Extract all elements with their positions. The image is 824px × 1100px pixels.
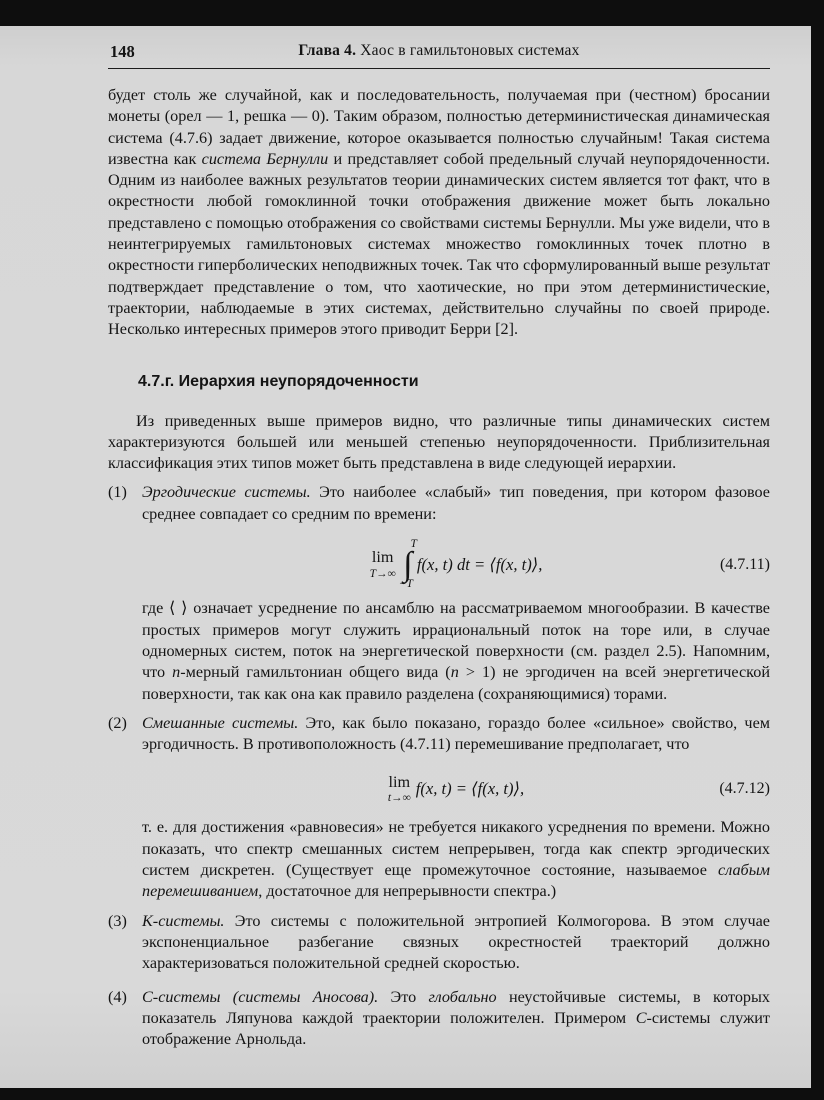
lim-subscript: T→∞ <box>369 567 396 580</box>
lim-symbol: lim <box>371 548 394 567</box>
item-1-continuation: где ⟨ ⟩ означает усреднение по ансамблю на рассматриваемом многообразии. В качестве простых примеров могут служить иррациональный поток на торе или, в случае одномерных систем, поток на энергетической поверхности (см. раздел 2.5). Напомним, что n-мерный гамильтониан общего вида (n > 1) не эргодичен на всей энергетической поверхности, так как она как правило разделена (сохраняющимися) торами. <box>142 599 770 703</box>
running-header <box>108 42 770 66</box>
limit-operator <box>370 549 396 580</box>
section-heading: 4.7.г. Иерархия неупорядоченности <box>138 372 419 390</box>
item-3-text: K-системы. Это системы с положительной энтропией Колмогорова. В этом случае экспоненциальное разбегание связных окрестностей траекторий должно характеризоваться положительной средней скоростью. <box>142 911 770 973</box>
equation-4-7-12 <box>142 769 770 809</box>
equation-body: f(x, t) dt = ⟨f(x, t)⟩, <box>416 554 543 574</box>
scan-edge-right <box>811 0 824 1100</box>
equation-number: (4.7.12) <box>719 780 770 798</box>
chapter-label: Глава 4. <box>298 42 357 59</box>
page-content <box>108 42 770 1054</box>
item-3-body <box>142 911 770 979</box>
item-4-text: C-системы (системы Аносова). Это глобально неустойчивые системы, в которых показатель Ляпунова каждой траектории положителен. Примером C-системы служит отображение Арнольда. <box>142 987 770 1049</box>
lim-subscript: t→∞ <box>387 792 411 805</box>
item-2-marker: (2) <box>108 713 127 732</box>
header-rule <box>108 68 770 69</box>
intro-paragraph: будет столь же случайной, как и последовательность, получаемая при (честном) бросании монеты (орел — 1, решка — 0). Таким образом, полностью детерминистическая динамическая система (4.7.6) задает движение, которое оказывается полностью случайным! Такая система известна как система Бернулли и представляет собой предельный случай неупорядоченности. Одним из наиболее важных результатов теории динамических систем является тот факт, что в окрестности любой гомоклинной точки отображения движение может быть локально представлено с помощью отображения со свойствами системы Бернулли. Мы уже видели, что в неинтегрируемых гамильтоновых системах множество гомоклинных точек плотно в окрестности гиперболических неподвижных точек. Так что сформулированный выше результат подтверждает представление о том, что хаотические, но при этом детерминистические, траектории, наблюдаемые в этих системах, действительно случайны по своей природе. Несколько интересных примеров этого приводит Берри [2]. <box>108 86 770 339</box>
chapter-header <box>108 42 770 60</box>
item-4-marker: (4) <box>108 987 127 1006</box>
integral-lower-limit: −T <box>398 577 413 590</box>
section-intro-paragraph: Из приведенных выше примеров видно, что различные типы динамических систем характеризуются большей или меньшей степенью неупорядоченности. Приблизительная классификация этих типов может быть представлена в виде следующей иерархии. <box>108 411 770 473</box>
limit-operator <box>388 774 411 805</box>
list-item-4 <box>108 987 770 1055</box>
item-2-body <box>142 713 770 760</box>
integral-operator <box>398 538 417 590</box>
item-1-body <box>142 482 770 529</box>
integral-sign: ∫ <box>403 545 413 583</box>
item-2-text: Смешанные системы. Это, как было показано, гораздо более «сильное» свойство, чем эргодичность. В противоположность (4.7.11) перемешивание предполагает, что <box>142 713 770 754</box>
item-2-continuation: т. е. для достижения «равновесия» не требуется никакого усреднения по времени. Можно показать, что спектр смешанных систем непрерывен, тогда как спектр эргодических систем дискретен. (Существует еще промежуточное состояние, называемое слабым перемешиванием, достаточное для непрерывности спектра.) <box>142 818 770 901</box>
item-1-marker: (1) <box>108 483 127 502</box>
scan-edge-top <box>0 0 824 26</box>
item-1-text: Эргодические системы. Это наиболее «слабый» тип поведения, при котором фазовое среднее совпадает со средним по времени: <box>142 483 770 523</box>
item-3-marker: (3) <box>108 911 127 930</box>
equation-number: (4.7.11) <box>719 555 770 573</box>
chapter-title: Хаос в гамильтоновых системах <box>356 42 580 59</box>
scan-edge-bottom <box>0 1088 824 1100</box>
list-item-1 <box>108 482 770 529</box>
integral-upper-limit: T <box>410 538 417 551</box>
equation-4-7-11 <box>142 539 770 590</box>
page-number: 148 <box>110 42 135 61</box>
list-item-3 <box>108 911 770 979</box>
lim-symbol: lim <box>388 773 411 792</box>
list-item-2 <box>108 713 770 760</box>
equation-body: f(x, t) = ⟨f(x, t)⟩, <box>415 779 525 799</box>
item-4-body <box>142 987 770 1055</box>
